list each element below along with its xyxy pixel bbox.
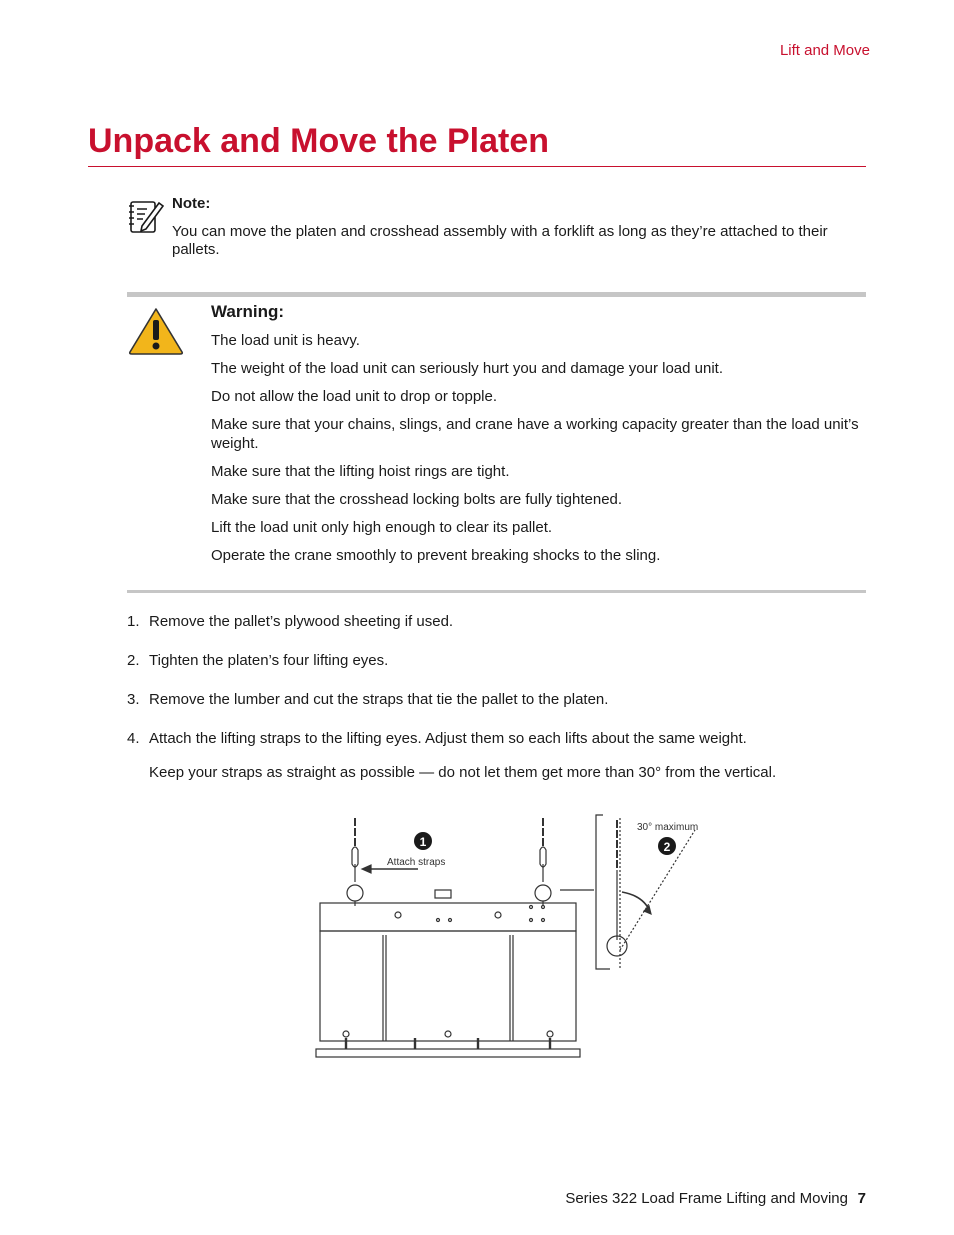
step-number: 4. bbox=[127, 730, 140, 747]
warning-line: Lift the load unit only high enough to clear its pallet. bbox=[211, 519, 553, 536]
title-divider bbox=[88, 166, 866, 167]
step-number: 2. bbox=[127, 652, 140, 669]
note-label: Note: bbox=[172, 195, 211, 212]
warning-line: The weight of the load unit can seriously hurt you and damage your load unit. bbox=[211, 360, 723, 377]
warning-line: The load unit is heavy. bbox=[211, 332, 360, 349]
step-number: 3. bbox=[127, 691, 140, 708]
step-4-note: Keep your straps as straight as possible — do not let them get more than 30° from the vertical. bbox=[149, 764, 777, 781]
warning-bottom-rule bbox=[127, 590, 866, 593]
note-text: You can move the platen and crosshead assembly with a forklift as long as they’re attached to their pallets. bbox=[172, 223, 828, 258]
step-item bbox=[127, 651, 847, 670]
warning-line: Make sure that the lifting hoist rings are tight. bbox=[211, 463, 510, 480]
warning-top-rule bbox=[127, 292, 866, 297]
step-item bbox=[127, 690, 847, 709]
step-item bbox=[127, 612, 847, 631]
footer-document-title: Series 322 Load Frame Lifting and Moving bbox=[565, 1190, 848, 1207]
callout-2-label: 30° maximum bbox=[637, 822, 699, 833]
step-item bbox=[127, 729, 847, 748]
warning-line: Operate the crane smoothly to prevent breaking shocks to the sling. bbox=[211, 547, 661, 564]
step-text: Remove the pallet’s plywood sheeting if used. bbox=[149, 613, 454, 630]
platen-lifting-figure bbox=[300, 810, 720, 1070]
warning-line: Make sure that the crosshead locking bolts are fully tightened. bbox=[211, 491, 623, 508]
page-title: Unpack and Move the Platen bbox=[88, 122, 549, 160]
header-section-title: Lift and Move bbox=[779, 42, 870, 59]
step-number: 1. bbox=[127, 613, 140, 630]
step-text: Attach the lifting straps to the lifting eyes. Adjust them so each lifts about the same weight. bbox=[149, 730, 747, 747]
footer-page-number: 7 bbox=[857, 1190, 866, 1207]
warning-triangle-icon bbox=[127, 306, 185, 356]
callout-2-number: 2 bbox=[663, 840, 671, 854]
platen-drawing bbox=[316, 815, 695, 1057]
callout-1-number: 1 bbox=[419, 835, 427, 849]
warning-line: Do not allow the load unit to drop or topple. bbox=[211, 388, 498, 405]
warning-label: Warning: bbox=[211, 302, 285, 321]
note-pencil-icon bbox=[128, 197, 164, 235]
callout-1-label: Attach straps bbox=[387, 857, 446, 868]
procedure-steps bbox=[127, 612, 847, 782]
warning-lines bbox=[211, 331, 861, 574]
warning-line: Make sure that your chains, slings, and crane have a working capacity greater than the load unit’s weight. bbox=[211, 416, 859, 452]
step-text: Remove the lumber and cut the straps that tie the pallet to the platen. bbox=[149, 691, 609, 708]
step-text: Tighten the platen’s four lifting eyes. bbox=[149, 652, 389, 669]
